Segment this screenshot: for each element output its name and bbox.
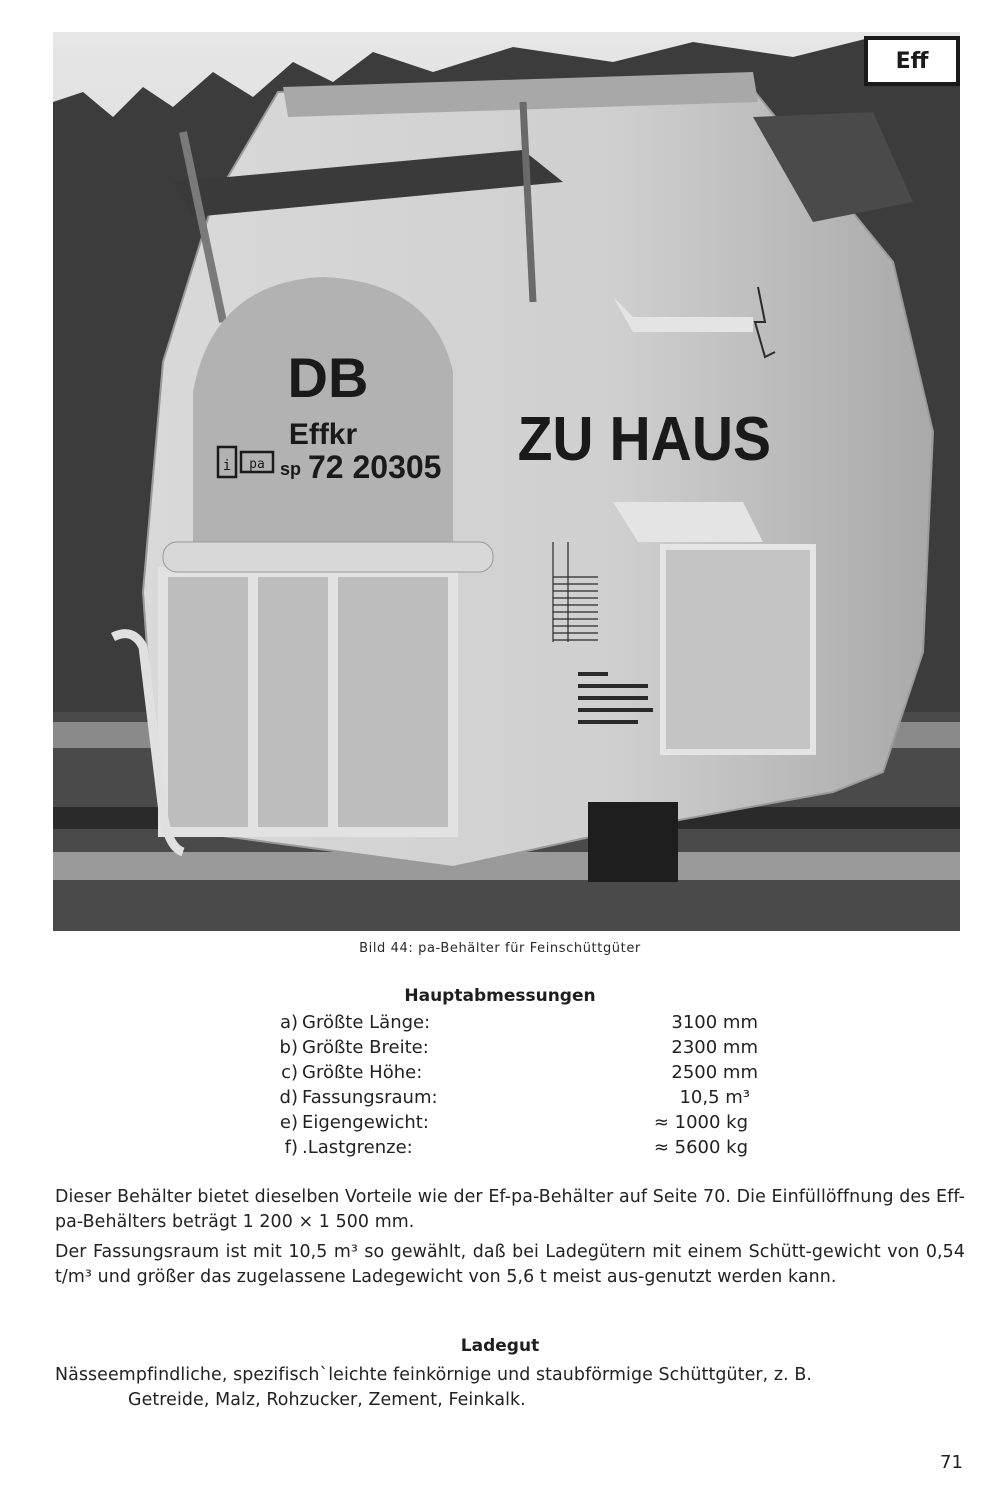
dimension-row	[258, 1062, 778, 1087]
dimension-row	[258, 1012, 778, 1037]
body-paragraph: Dieser Behälter bietet dieselben Vorteile wie der Ef-pa-Behälter auf Seite 70. Die Einfüllöffnung des Eff-pa-Behälters beträgt 1 200 × 1 500 mm.	[55, 1187, 965, 1232]
lift-bracket-lower	[613, 502, 763, 542]
owner-lettering: DB	[287, 346, 369, 409]
dimension-value: ≈ 5600 kg	[653, 1137, 748, 1158]
dimensions-heading: Hauptabmessungen	[404, 986, 596, 1006]
number-prefix: sp	[280, 459, 302, 479]
dimension-label: Größte Länge:	[302, 1012, 431, 1033]
body-paragraph: Der Fassungsraum ist mit 10,5 m³ so gewählt, daß bei Ladegütern mit einem Schütt-gewicht von 0,54 t/m³ und größer das zugelassene Ladegewicht von 5,6 t meist aus-genutzt werden kann.	[55, 1242, 965, 1287]
dimension-label: Fassungsraum:	[302, 1087, 438, 1108]
dimension-value: 2300 mm	[671, 1037, 758, 1058]
dimension-value: 2500 mm	[671, 1062, 758, 1083]
dimension-label: Größte Breite:	[302, 1037, 429, 1058]
dimension-label: .Lastgrenze:	[302, 1137, 413, 1158]
dimension-label: Größte Höhe:	[302, 1062, 423, 1083]
dimension-key: a)	[279, 1012, 298, 1033]
dimension-row	[258, 1137, 778, 1162]
discharge-door	[163, 572, 453, 832]
container-number: 72 20305	[308, 449, 442, 485]
corner-label: Eff	[864, 36, 960, 86]
dimension-key: d)	[279, 1087, 298, 1108]
page-number: 71	[940, 1452, 963, 1473]
dark-panel	[588, 802, 678, 882]
dimension-key: e)	[279, 1112, 298, 1133]
figure-caption: Bild 44: pa-Behälter für Feinschüttgüter	[359, 941, 641, 956]
container-illustration	[53, 32, 960, 931]
cargo-line: Nässeempfindliche, spezifisch`leichte feinkörnige und staubförmige Schüttgüter, z. B.	[55, 1365, 813, 1385]
type-code-lettering: Effkr	[288, 418, 358, 451]
dimension-value: ≈ 1000 kg	[653, 1112, 748, 1133]
side-pocket	[663, 547, 813, 752]
dimension-key: c)	[281, 1062, 298, 1083]
container-photo	[53, 32, 960, 931]
cargo-paragraph	[55, 1363, 965, 1413]
dimension-row	[258, 1087, 778, 1112]
dimensions-list	[258, 1012, 778, 1162]
dimension-value: 3100 mm	[671, 1012, 758, 1033]
hinge-bar	[163, 542, 493, 572]
dimension-key: f)	[284, 1137, 298, 1158]
dimension-row	[258, 1112, 778, 1137]
cargo-line: Getreide, Malz, Rohzucker, Zement, Feinkalk.	[128, 1390, 526, 1410]
dimension-row	[258, 1037, 778, 1062]
mark-pa: pa	[249, 457, 265, 472]
dimension-value: 10,5 m³	[679, 1087, 750, 1108]
slogan-lettering: ZU HAUS	[517, 403, 772, 474]
dimension-label: Eigengewicht:	[302, 1112, 429, 1133]
mark-i: i	[222, 458, 232, 474]
cargo-heading: Ladegut	[460, 1336, 540, 1356]
dimension-key: b)	[279, 1037, 298, 1058]
